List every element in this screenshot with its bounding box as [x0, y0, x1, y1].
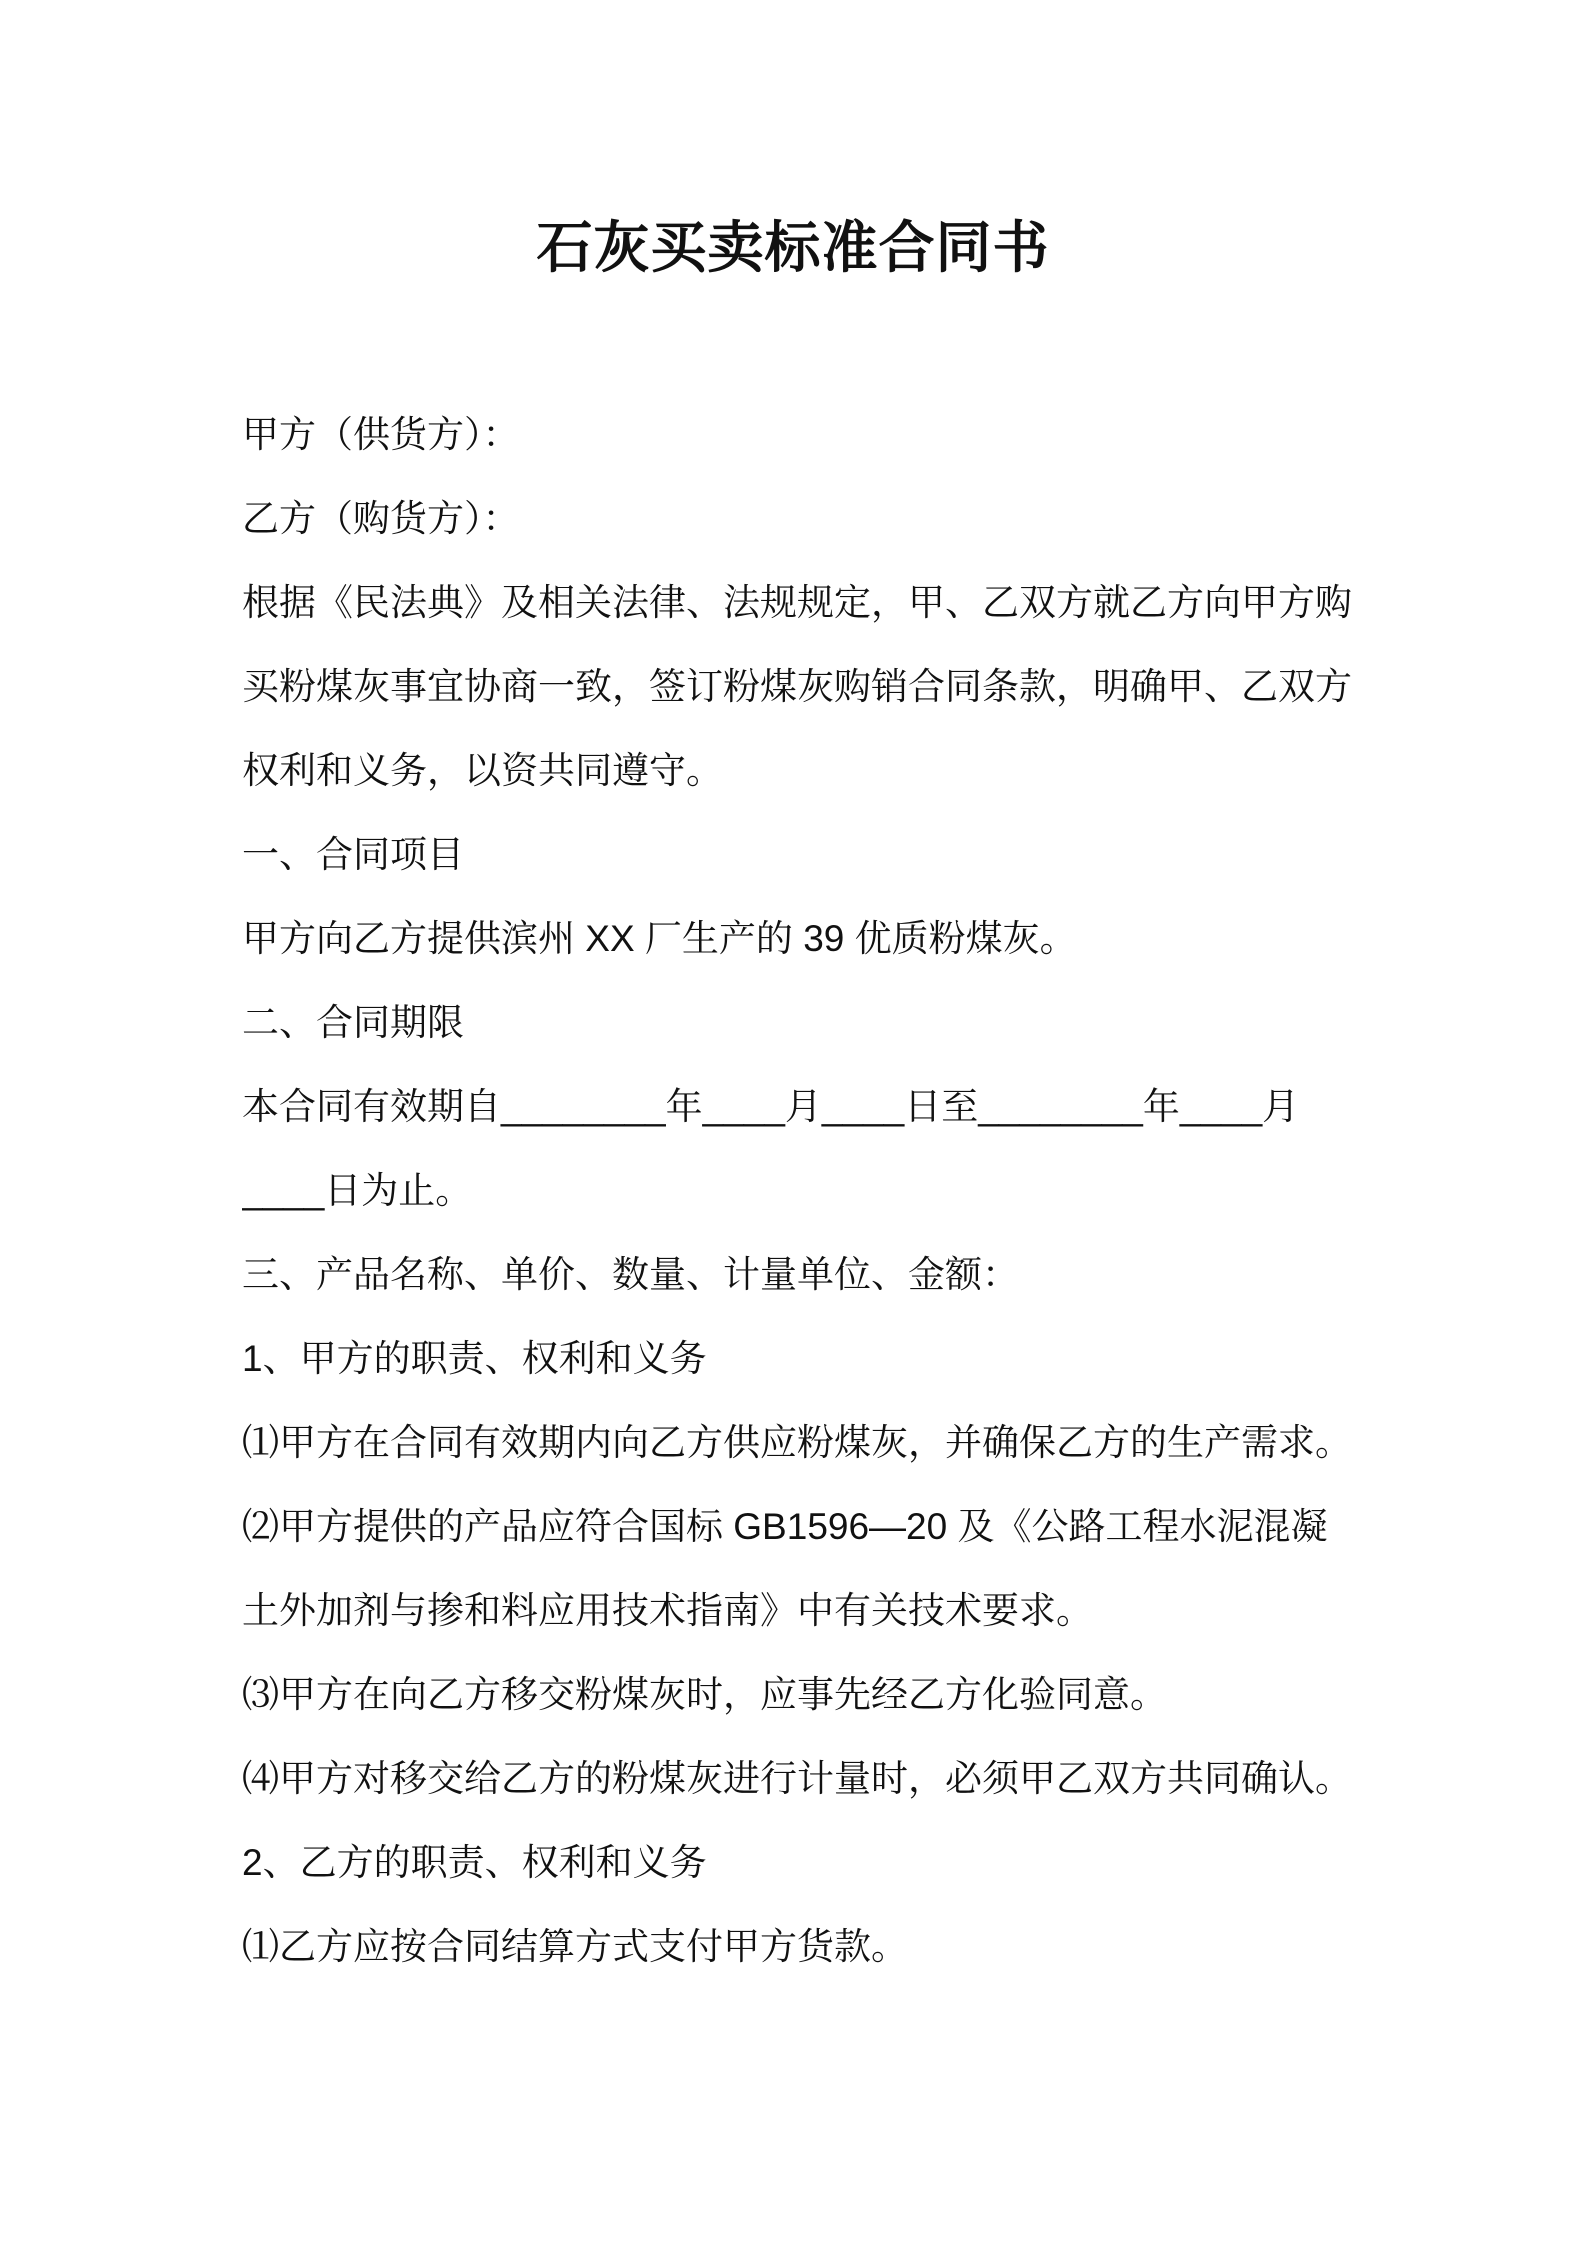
section-heading-project: 一、合同项目 [242, 834, 464, 875]
party-a-duties-heading: 1、甲方的职责、权利和义务 [242, 1338, 707, 1379]
party-a-duty-item [242, 1737, 1442, 1821]
preamble-paragraph [242, 561, 1442, 813]
section-term-paragraph [242, 1065, 1442, 1233]
duty-item-line: ⑴甲方在合同有效期内向乙方供应粉煤灰，并确保乙方的生产需求。 [242, 1422, 1352, 1463]
party-a-duty-item [242, 1401, 1442, 1485]
section-project-text: 甲方向乙方提供滨州 XX 厂生产的 39 优质粉煤灰。 [242, 918, 1077, 959]
duty-item-line: ⑵甲方提供的产品应符合国标 GB1596—20 及《公路工程水泥混凝 [242, 1506, 1328, 1547]
document-body [242, 393, 1442, 1989]
preamble-line: 根据《民法典》及相关法律、法规规定，甲、乙双方就乙方向甲方购 [242, 582, 1352, 623]
party-a-duty-item [242, 1485, 1442, 1653]
duty-item-line: ⑴乙方应按合同结算方式支付甲方货款。 [242, 1926, 908, 1967]
party-b-duty-item [242, 1905, 1442, 1989]
duty-item-line: 土外加剂与掺和料应用技术指南》中有关技术要求。 [242, 1590, 1093, 1631]
term-line: 本合同有效期自________年____月____日至________年____月 [242, 1086, 1300, 1127]
section-heading-term: 二、合同期限 [242, 1002, 464, 1043]
preamble-line: 买粉煤灰事宜协商一致，签订粉煤灰购销合同条款，明确甲、乙双方 [242, 666, 1352, 707]
preamble-line: 权利和义务，以资共同遵守。 [242, 750, 723, 791]
party-b-duties-heading: 2、乙方的职责、权利和义务 [242, 1842, 707, 1883]
party-a-label: 甲方（供货方）： [242, 414, 520, 455]
duty-item-line: ⑷甲方对移交给乙方的粉煤灰进行计量时，必须甲乙双方共同确认。 [242, 1758, 1352, 1799]
party-b-label: 乙方（购货方）： [242, 498, 520, 539]
term-line: ____日为止。 [242, 1170, 473, 1211]
document-title: 石灰买卖标准合同书 [536, 216, 1050, 279]
duty-item-line: ⑶甲方在向乙方移交粉煤灰时，应事先经乙方化验同意。 [242, 1674, 1167, 1715]
party-a-duty-item [242, 1653, 1442, 1737]
section-heading-products: 三、产品名称、单价、数量、计量单位、金额： [242, 1254, 1019, 1295]
